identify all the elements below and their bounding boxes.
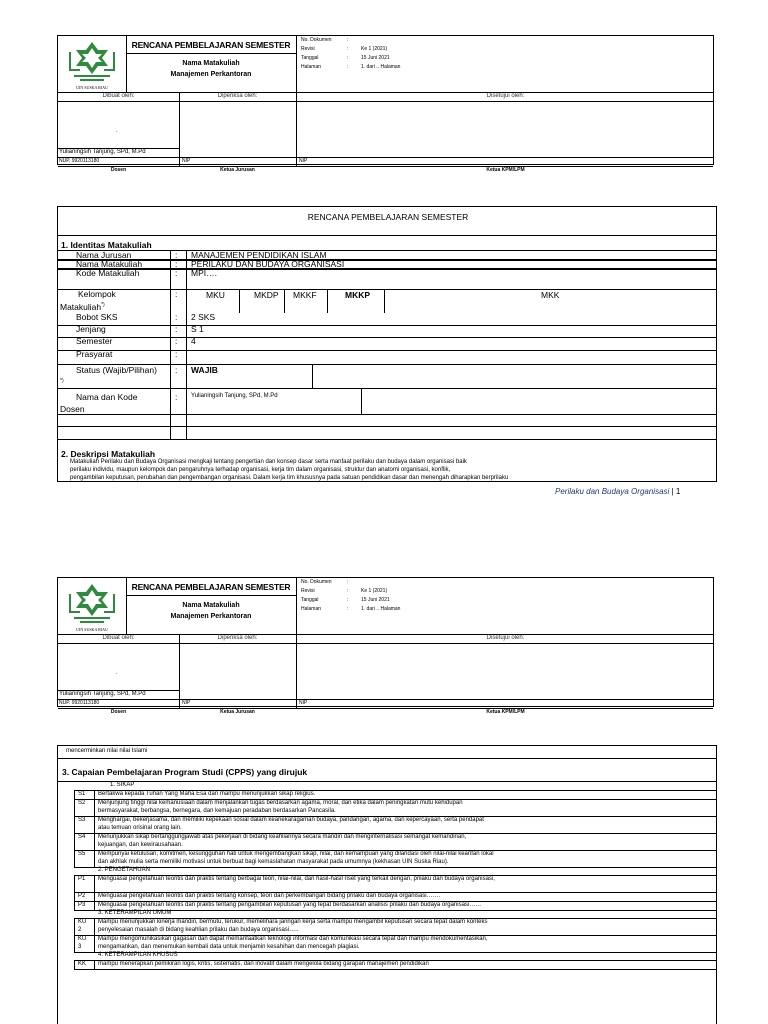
cpps-text: Mampu mengomunikasikan gagasan dan dapat memanfaatkan teknologi informasi dan komunikasi secara tepat dan mampu mendokumentasikan, (98, 936, 488, 942)
logo-caption: UIN SUSKA RIAU (76, 627, 108, 632)
lecturer-nup: NUP. 9920113180 (59, 700, 100, 706)
lecturer-name: Yulianingsih Tanjung, SPd, M.Pd (59, 691, 146, 697)
cpps-text: Mampu menunjukkan kinerja mandiri, bermutu, terukur, memelihara jaringan kerja serta mampu mengambil keputusan secara tepat dalam konteks (98, 919, 488, 925)
kelompok-mkkf: MKKF (293, 290, 317, 300)
kelompok-mkkp: MKKP (345, 290, 371, 300)
cpps-text: Menguasai pengetahuan teoritis dan praktis tentang konsep, teori dan perkembangan bidang prilaku dan budaya organisasi……. (98, 893, 441, 899)
page-footer: Perilaku dan Budaya Organisasi | 1 (555, 487, 681, 496)
status-label: Status (Wajib/Pilihan) (76, 365, 157, 375)
identity-value: PERILAKU DAN BUDAYA ORGANISASI (191, 259, 345, 269)
nip-label: NIP (299, 158, 308, 164)
cpps-code: S1 (78, 791, 86, 797)
status-value: WAJIB (191, 365, 218, 375)
cpps-text: mengamankan, dan menemukan kembali data untuk menjamin kesahihan dan mencegah plagiasi. (98, 944, 360, 950)
identity-value: 2 SKS (191, 312, 216, 322)
identity-value: S 1 (191, 324, 204, 334)
course-label: Nama Matakuliah (182, 602, 240, 609)
lecturer-name: Yulianingsih Tanjung, SPd, M.Pd (59, 149, 146, 155)
cpps-text: bermasyarakat, berbangsa, bernegara, dan kemajuan peradaban berdasarkan Pancasila. (98, 808, 336, 814)
role-lecturer: Dosen (110, 167, 127, 173)
cpps-group-heading: 1. SIKAP (110, 782, 135, 788)
nip-label: NIP (299, 700, 308, 706)
rps-title: RENCANA PEMBELAJARAN SEMESTER (307, 212, 469, 222)
cpps-text: Menghargai, bekerjasama, dan memiliki kepekaan sosial dalam keanekaragaman budaya, pandangan, agama, dan kepercayaan, serta pendapat (98, 817, 484, 823)
cpps-text: Mempunyai ketulusan, komitmen, kesungguhan hati untuk mengembangkan sikap, nilai, dan kemampuan yang dilandasi oleh nilai-nilai kearifan lokal (98, 851, 494, 857)
identity-label: Bobot SKS (76, 312, 118, 322)
nip-label: NIP (182, 700, 191, 706)
role-head: Ketua Jurusan (220, 709, 255, 715)
cpps-group-heading: 3. KETERAMPILAN UMUM (98, 910, 172, 916)
cpps-table (57, 745, 717, 1024)
made-by-label: Dibuat oleh: (102, 93, 135, 99)
cpps-text: kejuangan, dan kewirausahaan. (98, 842, 183, 848)
cpps-text: Bertakwa kepada Tuhan Yang Maha Esa dan mampu menunjukkan sikap religius. (98, 791, 316, 797)
identity-value: MANAJEMEN PENDIDIKAN ISLAM (191, 250, 327, 260)
identity-label: Nama Matakuliah (76, 259, 143, 269)
section-identitas: 1. Identitas Matakuliah (61, 240, 152, 250)
description-line: pengambilan keputusan, perubahan dan pengembangan organisasi. Dalam kerja tim khususnya pada satuan pendidikan dasar dan menengah diharapkan berprilaku (70, 475, 509, 481)
identity-label: Prasyarat (76, 349, 113, 359)
identity-label: Semester (76, 336, 113, 346)
signature-dot: . (116, 128, 118, 134)
dosen-label-2: Dosen (60, 404, 85, 414)
doc-meta: No. Dokumen : Revisi : Ke 1 (2021) Tanggal : 15 Juni 2021 Halaman : 1. dari .. Halaman (301, 37, 401, 70)
uin-logo-icon (58, 36, 126, 92)
continued-text: mencerminkan nilai nilai Islami (66, 748, 148, 754)
cpps-code: S4 (78, 834, 86, 840)
cpps-text: dan akhlak mulia serta memiliki motivasi untuk berbuat bagi kemaslahatan masyarakat pada umumnya (kekhasan UIN Suska Riau). (98, 859, 449, 865)
cpps-code: P3 (78, 902, 86, 908)
course-name: Manajemen Perkantoran (170, 71, 252, 78)
dosen-value: Yulianingsih Tanjung, SPd, M.Pd (191, 393, 278, 399)
checked-by-label: Diperiksa oleh: (217, 635, 258, 641)
role-lecturer: Dosen (110, 709, 127, 715)
cpps-text: atau temuan orisinal orang lain. (98, 825, 182, 831)
doc-title: RENCANA PEMBELAJARAN SEMESTER (131, 582, 291, 592)
nip-label: NIP (182, 158, 191, 164)
role-kpm: Ketua KPM/LPM (486, 167, 525, 173)
course-name: Manajemen Perkantoran (170, 613, 252, 620)
doc-meta: No. Dokumen : Revisi : Ke 1 (2021) Tanggal : 15 Juni 2021 Halaman : 1. dari .. Halaman (301, 579, 401, 612)
cpps-group-heading: 2. PENGETAHUAN (98, 867, 150, 873)
kelompok-mkk: MKK (541, 290, 560, 300)
lecturer-nup: NUP. 9920113180 (59, 158, 100, 164)
cpps-code: KU 3 (78, 936, 87, 950)
cpps-code: KU 2 (78, 919, 87, 933)
description-line: perilaku individu, maupun kelompok dan pengaruhnya terhadap organisasi, kerja tim dalam organisasi, struktur dan anatomi organisasi, konflik, (70, 467, 451, 473)
dosen-label: Nama dan Kode (76, 392, 138, 402)
cpps-text: Menjunjung tinggi nilai kemanusiaan dalam menjalankan tugas berdasarkan agama, moral, dan etika dalam peningkatan mutu kehidupan (98, 800, 463, 806)
identity-label: Kode Matakuliah (76, 268, 140, 278)
logo (58, 36, 126, 92)
cpps-code: S2 (78, 800, 86, 806)
approved-by-label: Disetujui oleh: (486, 635, 525, 641)
cpps-code: P1 (78, 876, 86, 882)
identity-value: 4 (191, 336, 196, 346)
cpps-group-heading: 4. KETERAMPILAN KHUSUS (98, 952, 178, 958)
cpps-code: KK (78, 961, 87, 967)
section-deskripsi: 2. Deskripsi Matakuliah (61, 449, 156, 459)
cpps-code: P2 (78, 893, 86, 899)
description-line: Matakuliah Perilaku dan Budaya Organisasi mengkaji tentang pengertian dan konsep dasar serta manfaat perilaku dan budaya dalam organisasi baik (70, 459, 467, 465)
role-head: Ketua Jurusan (220, 167, 255, 173)
uin-logo-icon (58, 578, 126, 634)
section-cpps: 3. Capaian Pembelajaran Program Studi (CPPS) yang dirujuk (62, 767, 308, 777)
cpps-code: S5 (78, 851, 86, 857)
identity-value: MPI…. (191, 268, 217, 278)
identity-label: Jenjang (76, 324, 106, 334)
identity-label: Nama Jurusan (76, 250, 132, 260)
role-kpm: Ketua KPM/LPM (486, 709, 525, 715)
cpps-text: Menunjukkan sikap bertanggungjawab atas pekerjaan di bidang keahliannya secara mandiri dan menginternalisasi semangat kemandirian, (98, 834, 467, 840)
logo (58, 578, 126, 634)
cpps-code: S3 (78, 817, 86, 823)
cpps-text: penyelesaian masalah di bidang keahlian prilaku dan budaya organisasi….. (98, 927, 299, 933)
doc-title: RENCANA PEMBELAJARAN SEMESTER (131, 40, 291, 50)
course-label: Nama Matakuliah (182, 60, 240, 67)
cpps-text: Menguasai pengetahuan teoritis dan praktis tentang pengambilan keputusan yang tepat berdasarkan analisis prilaku dan budaya organisasi…… (98, 902, 482, 908)
checked-by-label: Diperiksa oleh: (217, 93, 258, 99)
kelompok-mku: MKU (206, 290, 225, 300)
kelompok-mkdp: MKDP (254, 290, 279, 300)
rps-table: RENCANA PEMBELAJARAN SEMESTER 1. Identitas Matakuliah Nama Jurusan : MANAJEMEN PENDIDIKAN ISLAM Nama Matakuliah : PERILAKU DAN BUDAYA ORGANISASI Kode Matakuliah : MPI…. Bobot SKS : 2 SKS Jenjang : S 1 Semester : 4 Prasyarat : Kelompok Matakuliah*) : MKU MKDP MKKF MKKP MKK Status (Wajib/Pilihan) *) : WAJIB Nama dan Kode Dosen : Yulianingsih Tanjung, SPd, M.Pd 2. Deskripsi Matakuliah Matakuliah Perilaku dan Budaya Organisasi mengkaji tentang pengertian dan konsep dasar serta manfaat perilaku dan budaya dalam organisasi baik perilaku individu, maupun kelompok dan pengaruhnya terhadap organisasi, kerja tim dalam organisasi, struktur dan anatomi organisasi, konflik, pengambilan keputusan, perubahan dan pengembangan organisasi. Dalam kerja tim khususnya pada satuan pendidikan dasar dan menengah diharapkan berprilaku (57, 206, 717, 482)
kelompok-label-2: Matakuliah*) (60, 301, 105, 312)
document-header (57, 35, 714, 173)
approved-by-label: Disetujui oleh: (486, 93, 525, 99)
logo-caption: UIN SUSKA RIAU (76, 85, 108, 90)
cpps-text: mampu menerapkan pemikiran logis, kritis, sistematis, dan inovatif dalam mengelola bidang garapan manajemen pendidikan (98, 961, 429, 967)
cpps-text: Menguasai pengetahuan teoritis dan praktis tentang berbagai teori, nilai-nilai, dan hasil-hasil riset yang terkait dengan, prilaku dan budaya organisasi, (98, 876, 495, 882)
document-header (57, 577, 714, 715)
made-by-label: Dibuat oleh: (102, 635, 135, 641)
signature-dot: . (116, 670, 118, 676)
kelompok-label: Kelompok (78, 289, 116, 299)
